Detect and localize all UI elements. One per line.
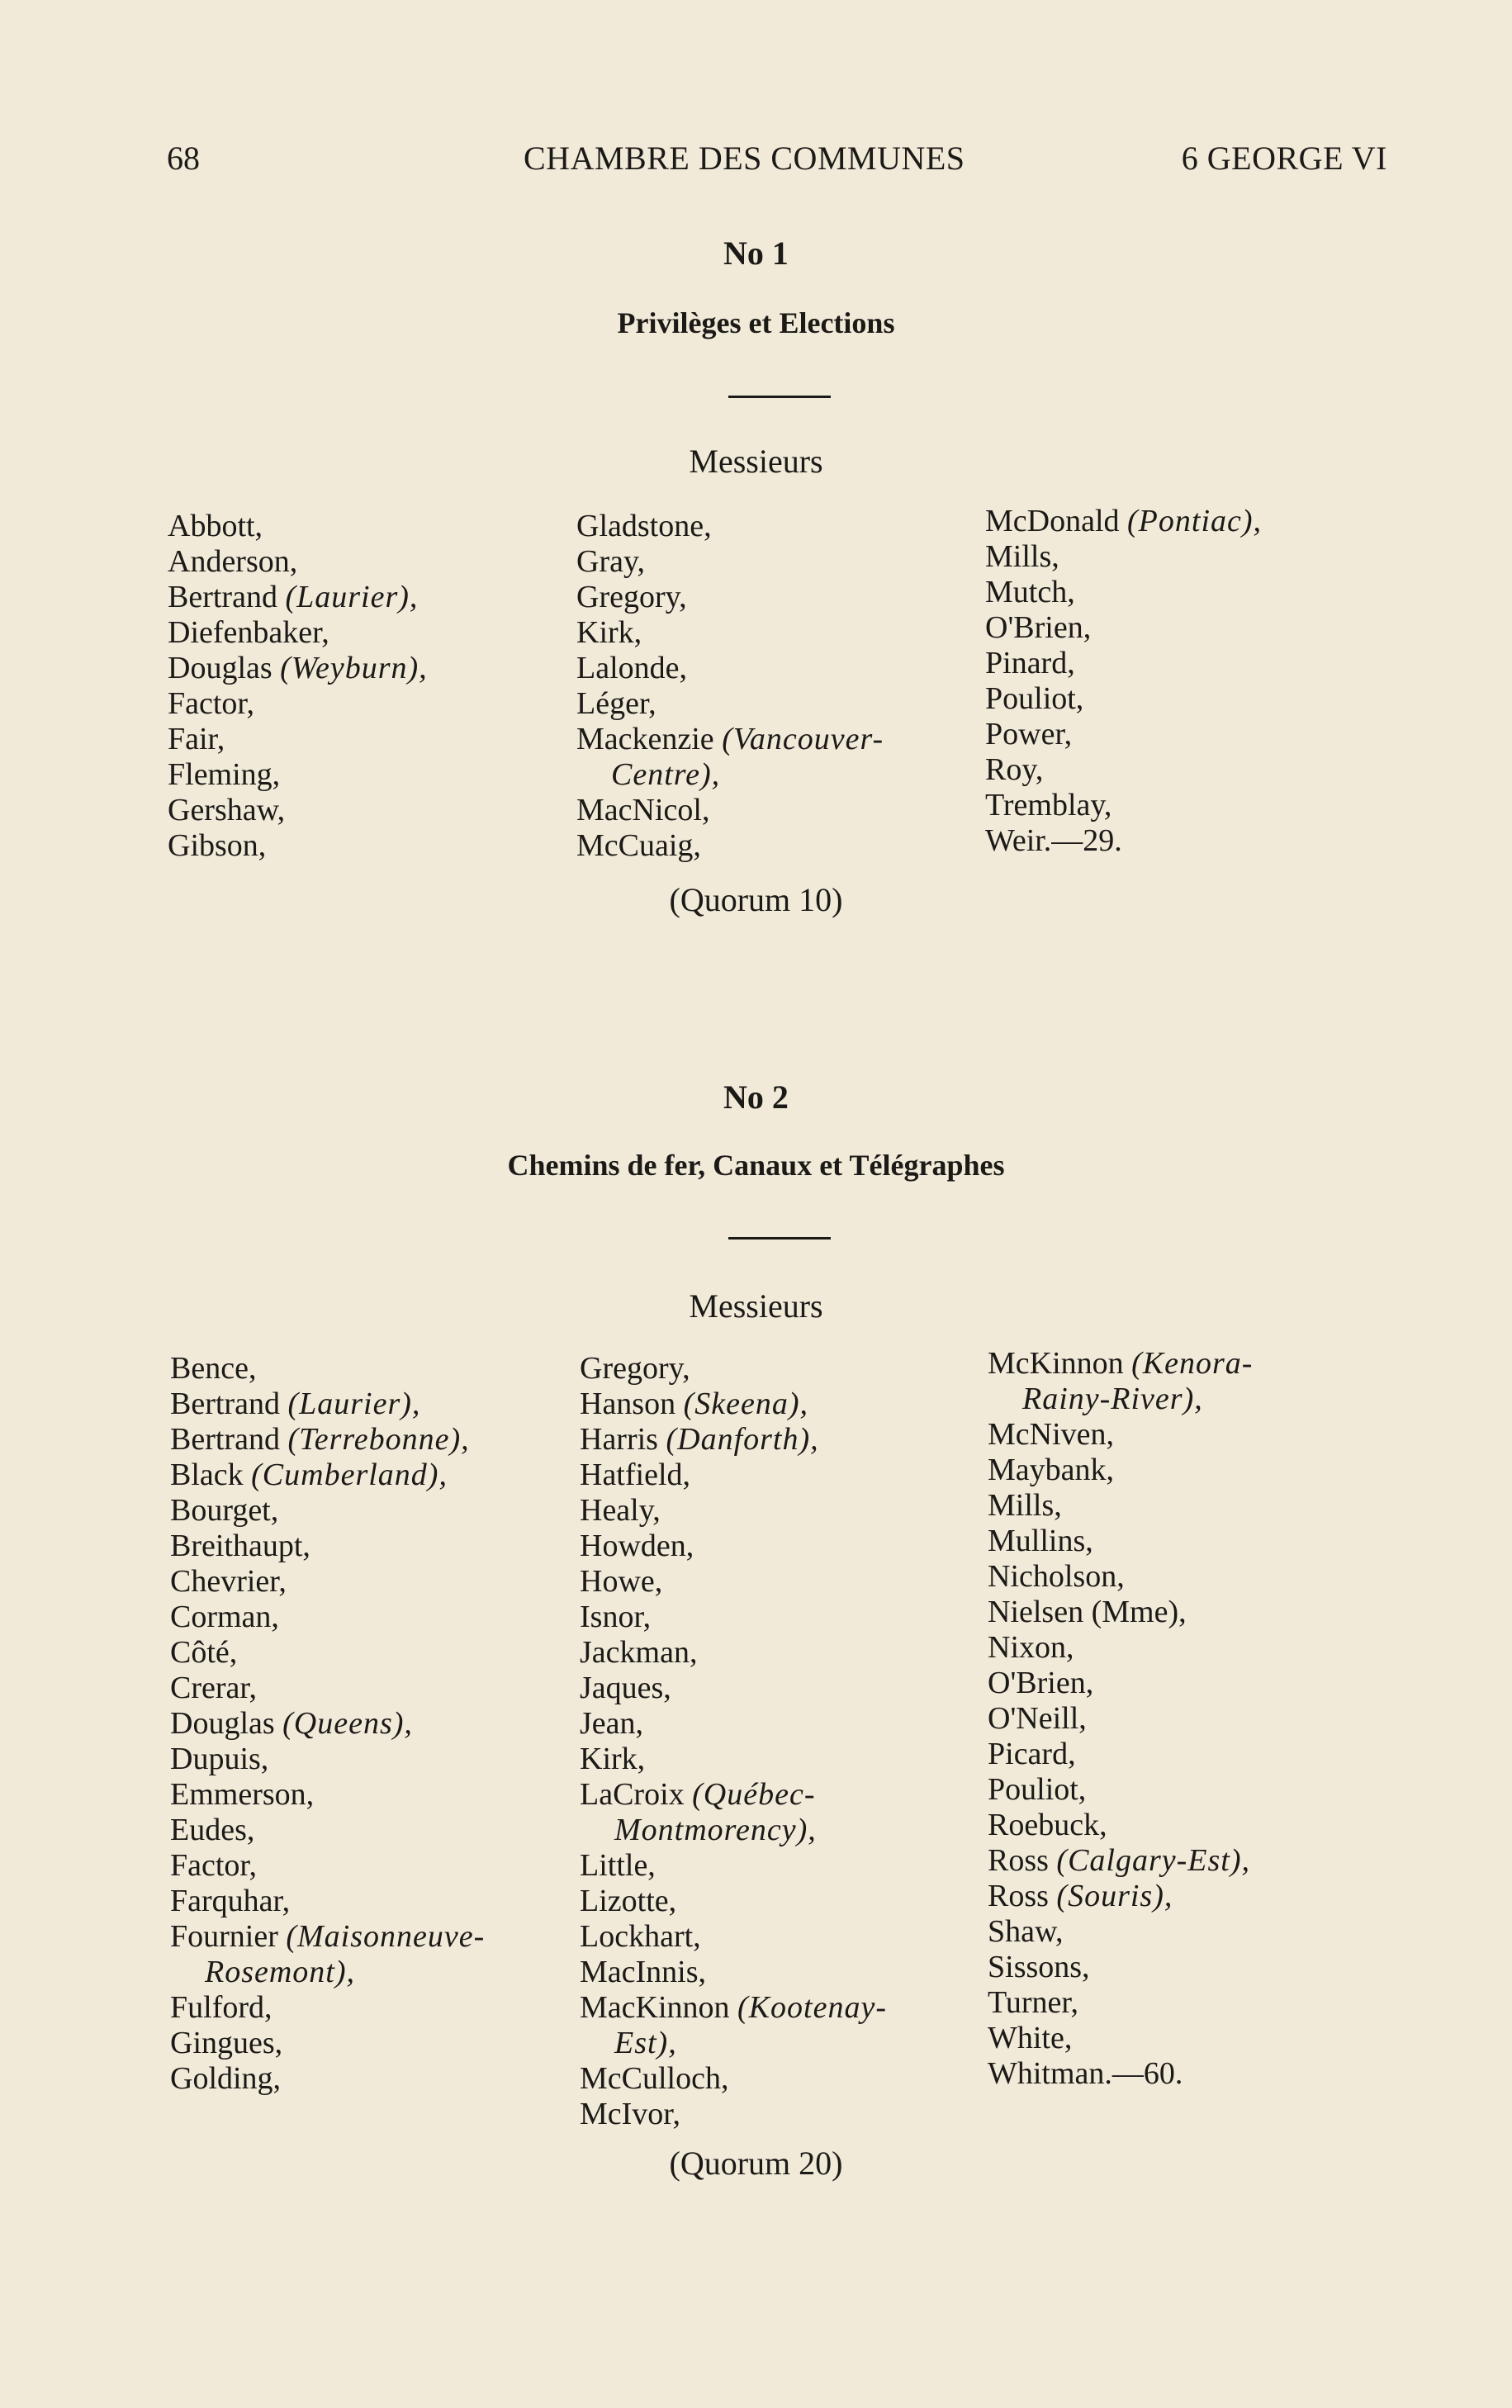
member-name	[988, 1666, 1253, 1701]
member-surname: Lizotte,	[580, 1884, 677, 1918]
running-title: CHAMBRE DES COMMUNES	[524, 140, 965, 177]
committee-1-column-1	[168, 509, 428, 864]
member-name	[988, 1346, 1253, 1382]
committee-2-name: Chemins de fer, Canaux et Télégraphes	[507, 1149, 1005, 1182]
member-surname: MacNicol,	[576, 793, 710, 827]
member-name	[985, 681, 1262, 717]
member-surname: Jackman,	[580, 1635, 698, 1670]
member-name	[580, 1635, 887, 1671]
member-riding: (Calgary-Est),	[1056, 1843, 1250, 1878]
member-name	[168, 793, 428, 828]
member-surname: Golding,	[170, 2061, 282, 2096]
member-riding: Montmorency),	[614, 1813, 817, 1847]
member-surname: Picard,	[988, 1737, 1076, 1771]
member-riding: (Kenora-	[1131, 1346, 1254, 1381]
member-name	[170, 1884, 485, 1919]
member-name	[985, 646, 1262, 681]
member-name	[580, 1706, 887, 1742]
member-name	[988, 1914, 1253, 1950]
member-surname: Mutch,	[985, 575, 1075, 609]
member-surname: MacInnis,	[580, 1955, 707, 1989]
running-reign: 6 GEORGE VI	[1181, 140, 1387, 177]
member-name	[170, 2061, 485, 2097]
member-surname: Gregory,	[576, 580, 687, 614]
member-name	[988, 1808, 1253, 1843]
member-surname: Hatfield,	[580, 1458, 691, 1492]
member-name	[580, 1990, 887, 2026]
committee-2-column-1	[170, 1351, 485, 2097]
member-name	[580, 1777, 887, 1813]
member-name	[985, 610, 1262, 646]
member-name	[580, 1493, 887, 1529]
page-number: 68	[167, 140, 200, 177]
member-name	[988, 1417, 1253, 1453]
member-name	[580, 1848, 887, 1884]
committee-2-number: No 2	[723, 1078, 789, 1116]
member-name	[985, 575, 1262, 610]
member-name	[576, 722, 884, 757]
member-surname: Bertrand	[170, 1422, 288, 1457]
member-surname: Nixon,	[988, 1630, 1074, 1665]
member-surname: Nielsen (Mme),	[988, 1595, 1187, 1629]
member-surname: McDonald	[985, 504, 1128, 538]
member-surname: Pinard,	[985, 646, 1075, 680]
member-surname: McKinnon	[988, 1346, 1132, 1381]
member-name	[580, 1955, 887, 1990]
member-riding: (Laurier),	[285, 580, 419, 614]
member-surname: Healy,	[580, 1493, 661, 1528]
member-name	[580, 2061, 887, 2097]
member-name	[988, 1488, 1253, 1524]
member-name	[170, 1848, 485, 1884]
member-name	[168, 580, 428, 615]
member-name	[170, 1493, 485, 1529]
member-surname: Corman,	[170, 1600, 279, 1634]
member-name	[170, 1422, 485, 1458]
member-riding: (Souris),	[1056, 1879, 1173, 1913]
member-name	[988, 1524, 1253, 1559]
member-surname: Mackenzie	[576, 722, 723, 756]
member-surname: O'Neill,	[988, 1701, 1087, 1736]
member-surname: Pouliot,	[988, 1772, 1087, 1807]
member-name	[580, 1671, 887, 1706]
member-name	[576, 509, 884, 544]
member-surname: Fleming,	[168, 757, 281, 792]
member-riding: (Maisonneuve-	[286, 1919, 486, 1954]
member-name	[580, 2097, 887, 2132]
member-surname: Bence,	[170, 1351, 257, 1386]
member-name-continuation	[988, 1382, 1253, 1417]
member-surname: McIvor,	[580, 2097, 680, 2131]
committee-1-rule	[728, 396, 831, 398]
committee-2-column-2	[580, 1351, 887, 2132]
member-riding: (Vancouver-	[722, 722, 884, 756]
member-surname: O'Brien,	[988, 1666, 1094, 1700]
member-surname: Bourget,	[170, 1493, 279, 1528]
member-surname: Sissons,	[988, 1950, 1090, 1984]
committee-2-column-3	[988, 1346, 1253, 2092]
member-riding: (Laurier),	[287, 1386, 421, 1421]
member-riding: Rainy-River),	[1022, 1382, 1203, 1416]
member-name	[168, 757, 428, 793]
member-surname: Gladstone,	[576, 509, 712, 543]
member-name	[580, 1742, 887, 1777]
member-name	[576, 793, 884, 828]
member-surname: Kirk,	[576, 615, 642, 650]
member-surname: Roy,	[985, 752, 1044, 787]
member-surname: MacKinnon	[580, 1990, 738, 2025]
member-name	[988, 1772, 1253, 1808]
member-name	[580, 1458, 887, 1493]
member-name	[170, 1351, 485, 1386]
member-surname: Anderson,	[168, 544, 298, 579]
member-surname: LaCroix	[580, 1777, 693, 1812]
member-name	[985, 717, 1262, 752]
member-surname: Black	[170, 1458, 252, 1492]
member-surname: Jaques,	[580, 1671, 671, 1705]
member-surname: Fulford,	[170, 1990, 273, 2025]
member-name	[170, 1564, 485, 1600]
member-surname: Mullins,	[988, 1524, 1093, 1558]
member-name	[576, 828, 884, 864]
member-surname: Fournier	[170, 1919, 287, 1954]
member-surname: White,	[988, 2021, 1073, 2055]
member-name	[988, 2056, 1253, 2092]
member-name	[170, 1386, 485, 1422]
member-surname: Weir.—29.	[985, 823, 1122, 858]
member-surname: Farquhar,	[170, 1884, 291, 1918]
member-surname: Shaw,	[988, 1914, 1064, 1949]
member-surname: Kirk,	[580, 1742, 646, 1776]
member-surname: McCulloch,	[580, 2061, 729, 2096]
member-surname: Gibson,	[168, 828, 267, 863]
member-surname: Whitman.—60.	[988, 2056, 1183, 2091]
member-riding: Est),	[614, 2026, 677, 2060]
member-surname: Gershaw,	[168, 793, 286, 827]
committee-1-messieurs: Messieurs	[689, 443, 823, 480]
committee-1-column-2	[576, 509, 884, 864]
member-riding: (Pontiac),	[1127, 504, 1263, 538]
member-name	[985, 752, 1262, 788]
member-name	[170, 1529, 485, 1564]
member-name	[988, 1985, 1253, 2021]
member-name	[576, 544, 884, 580]
member-riding: (Skeena),	[683, 1386, 809, 1421]
member-surname: Gregory,	[580, 1351, 690, 1386]
committee-1-column-3	[985, 504, 1262, 859]
member-surname: Gray,	[576, 544, 645, 579]
member-surname: Gingues,	[170, 2026, 283, 2060]
committee-1-name: Privilèges et Elections	[617, 306, 895, 339]
member-riding: (Weyburn),	[280, 651, 428, 685]
member-riding: Rosemont),	[205, 1955, 356, 1989]
member-name-continuation	[580, 2026, 887, 2061]
member-surname: Pouliot,	[985, 681, 1084, 716]
member-riding: (Cumberland),	[251, 1458, 448, 1492]
member-surname: Dupuis,	[170, 1742, 269, 1776]
member-surname: Breithaupt,	[170, 1529, 310, 1563]
member-name	[988, 1559, 1253, 1595]
member-name	[576, 651, 884, 686]
member-name	[988, 1630, 1253, 1666]
member-surname: Factor,	[168, 686, 255, 721]
member-surname: Ross	[988, 1879, 1057, 1913]
member-surname: Tremblay,	[985, 788, 1112, 822]
member-name	[580, 1884, 887, 1919]
member-name	[988, 1950, 1253, 1985]
member-riding: (Queens),	[282, 1706, 413, 1741]
member-surname: Abbott,	[168, 509, 263, 543]
member-surname: Douglas	[168, 651, 281, 685]
member-name	[985, 539, 1262, 575]
member-name	[170, 1671, 485, 1706]
committee-1-quorum: (Quorum 10)	[669, 881, 843, 918]
member-name	[170, 1919, 485, 1955]
member-surname: Chevrier,	[170, 1564, 287, 1599]
member-name	[988, 1453, 1253, 1488]
member-name	[580, 1529, 887, 1564]
member-surname: Bertrand	[170, 1386, 288, 1421]
member-name	[576, 615, 884, 651]
member-name	[168, 544, 428, 580]
member-name	[985, 823, 1262, 859]
member-name	[988, 1595, 1253, 1630]
member-surname: Power,	[985, 717, 1073, 751]
member-name	[170, 1990, 485, 2026]
member-surname: Fair,	[168, 722, 225, 756]
member-name	[170, 1706, 485, 1742]
member-name	[580, 1351, 887, 1386]
member-name	[168, 828, 428, 864]
member-surname: Nicholson,	[988, 1559, 1125, 1594]
member-surname: Eudes,	[170, 1813, 255, 1847]
member-name	[988, 1701, 1253, 1737]
member-surname: Jean,	[580, 1706, 644, 1741]
member-riding: (Kootenay-	[737, 1990, 887, 2025]
member-surname: McCuaig,	[576, 828, 701, 863]
running-header	[165, 139, 1387, 188]
committee-1-number: No 1	[723, 235, 789, 272]
member-name-continuation	[576, 757, 884, 793]
member-name	[170, 1600, 485, 1635]
member-name	[170, 1635, 485, 1671]
member-surname: Douglas	[170, 1706, 283, 1741]
member-surname: Hanson	[580, 1386, 684, 1421]
member-surname: Factor,	[170, 1848, 258, 1883]
member-surname: O'Brien,	[985, 610, 1092, 645]
member-name-continuation	[580, 1813, 887, 1848]
member-name	[170, 2026, 485, 2061]
member-name	[580, 1919, 887, 1955]
member-riding: (Danforth),	[666, 1422, 819, 1457]
member-surname: Harris	[580, 1422, 666, 1457]
member-surname: Emmerson,	[170, 1777, 315, 1812]
member-name	[170, 1742, 485, 1777]
committee-2-quorum: (Quorum 20)	[669, 2145, 843, 2182]
member-surname: Howe,	[580, 1564, 663, 1599]
member-name	[168, 722, 428, 757]
member-name	[985, 504, 1262, 539]
member-surname: Bertrand	[168, 580, 286, 614]
member-name	[170, 1813, 485, 1848]
member-name	[168, 615, 428, 651]
member-surname: Mills,	[985, 539, 1059, 574]
member-surname: Mills,	[988, 1488, 1062, 1523]
member-surname: Isnor,	[580, 1600, 652, 1634]
member-name	[988, 1737, 1253, 1772]
member-riding: (Terrebonne),	[287, 1422, 470, 1457]
member-riding: (Québec-	[692, 1777, 816, 1812]
member-name-continuation	[170, 1955, 485, 1990]
member-surname: McNiven,	[988, 1417, 1115, 1452]
member-surname: Roebuck,	[988, 1808, 1107, 1842]
member-surname: Maybank,	[988, 1453, 1115, 1487]
member-name	[985, 788, 1262, 823]
committee-2-messieurs: Messieurs	[689, 1287, 823, 1325]
member-name	[168, 686, 428, 722]
member-name	[168, 509, 428, 544]
member-name	[988, 2021, 1253, 2056]
committee-2-rule	[728, 1237, 831, 1240]
member-name	[576, 686, 884, 722]
member-name	[580, 1564, 887, 1600]
member-surname: Little,	[580, 1848, 656, 1883]
member-surname: Léger,	[576, 686, 656, 721]
member-name	[580, 1600, 887, 1635]
member-name	[988, 1843, 1253, 1879]
member-name	[580, 1422, 887, 1458]
member-surname: Crerar,	[170, 1671, 258, 1705]
member-name	[576, 580, 884, 615]
member-surname: Lalonde,	[576, 651, 688, 685]
member-name	[168, 651, 428, 686]
member-surname: Lockhart,	[580, 1919, 701, 1954]
member-surname: Ross	[988, 1843, 1057, 1878]
member-name	[170, 1777, 485, 1813]
member-name	[580, 1386, 887, 1422]
member-name	[170, 1458, 485, 1493]
member-surname: Howden,	[580, 1529, 694, 1563]
member-surname: Côté,	[170, 1635, 238, 1670]
member-surname: Diefenbaker,	[168, 615, 329, 650]
member-surname: Turner,	[988, 1985, 1079, 2020]
member-riding: Centre),	[611, 757, 721, 792]
member-name	[988, 1879, 1253, 1914]
